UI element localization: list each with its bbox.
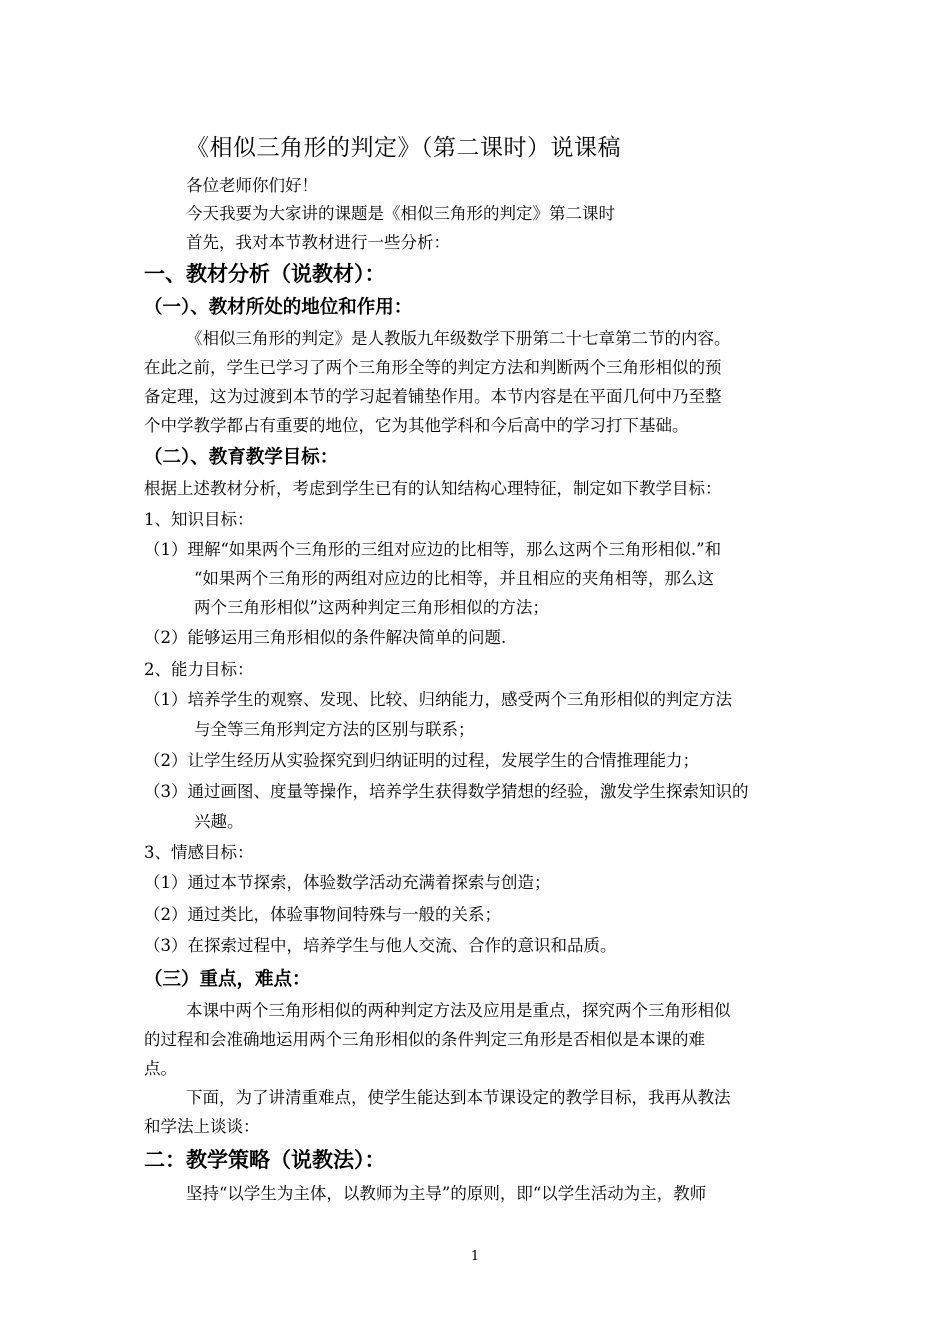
paragraph-line: 本课中两个三角形相似的两种判定方法及应用是重点，探究两个三角形相似	[186, 1001, 731, 1020]
emotion-item-3: （3）在探索过程中，培养学生与他人交流、合作的意识和品质。	[144, 936, 617, 955]
paragraph-line: 点。	[144, 1059, 177, 1078]
ability-item-2: （2）让学生经历从实验探究到归纳证明的过程，发展学生的合情推理能力；	[144, 751, 699, 770]
emotion-objectives-label: 3、情感目标：	[144, 843, 254, 862]
paragraph-line: 的过程和会准确地运用两个三角形相似的条件判定三角形是否相似是本课的难	[144, 1030, 705, 1049]
paragraph-line: 下面，为了讲清重难点，使学生能达到本节课设定的教学目标，我再从教法	[186, 1088, 731, 1107]
page-number: 1	[470, 1249, 480, 1264]
ability-item-1-line: （1）培养学生的观察、发现、比较、归纳能力，感受两个三角形相似的判定方法	[144, 690, 732, 709]
paragraph-line: 《相似三角形的判定》是人教版九年级数学下册第二十七章第二节的内容。	[186, 329, 731, 348]
intro-line-1: 今天我要为大家讲的课题是《相似三角形的判定》第二课时	[186, 204, 615, 223]
section-2-heading: 二：教学策略（说教法）：	[144, 1147, 386, 1172]
subsection-1-heading: （一）、教材所处的地位和作用：	[144, 297, 413, 318]
knowledge-item-1-line: （1）理解“如果两个三角形的三组对应边的比相等，那么这两个三角形相似.”和	[144, 540, 722, 559]
knowledge-objectives-label: 1、知识目标：	[144, 510, 254, 529]
paragraph-line: 和学法上谈谈：	[144, 1117, 260, 1136]
subsection-2-heading: （二）、教育教学目标：	[144, 447, 339, 468]
knowledge-item-1-line: 两个三角形相似”这两种判定三角形相似的方法；	[194, 598, 549, 617]
knowledge-item-1-line: “如果两个三角形的两组对应边的比相等，并且相应的夹角相等，那么这	[194, 569, 714, 588]
ability-item-3-line: 兴趣。	[194, 812, 244, 831]
objectives-lead: 根据上述教材分析，考虑到学生已有的认知结构心理特征，制定如下教学目标：	[144, 479, 722, 498]
ability-objectives-label: 2、能力目标：	[144, 660, 254, 679]
subsection-3-heading: （三）重点，难点：	[144, 969, 311, 990]
paragraph-line: 个中学教学都占有重要的地位，它为其他学科和今后高中的学习打下基础。	[144, 416, 689, 435]
document-title: 《相似三角形的判定》（第二课时）说课稿	[186, 135, 621, 161]
paragraph-line: 备定理，这为过渡到本节的学习起着铺垫作用。本节内容是在平面几何中乃至整	[144, 387, 722, 406]
paragraph-line: 在此之前，学生已学习了两个三角形全等的判定方法和判断两个三角形相似的预	[144, 358, 722, 377]
ability-item-3-line: （3）通过画图、度量等操作，培养学生获得数学猜想的经验，激发学生探索知识的	[144, 782, 749, 801]
paragraph-line: 坚持“以学生为主体，以教师为主导”的原则，即“以学生活动为主，教师	[186, 1184, 707, 1203]
emotion-item-2: （2）通过类比，体验事物间特殊与一般的关系；	[144, 905, 501, 924]
knowledge-item-2: （2）能够运用三角形相似的条件解决简单的问题.	[144, 628, 507, 647]
ability-item-1-line: 与全等三角形判定方法的区别与联系；	[194, 720, 475, 739]
intro-line-2: 首先，我对本节教材进行一些分析：	[186, 233, 450, 252]
greeting: 各位老师你们好！	[186, 176, 318, 195]
section-1-heading: 一、教材分析（说教材）：	[144, 261, 386, 286]
emotion-item-1: （1）通过本节探索，体验数学活动充满着探索与创造；	[144, 873, 551, 892]
